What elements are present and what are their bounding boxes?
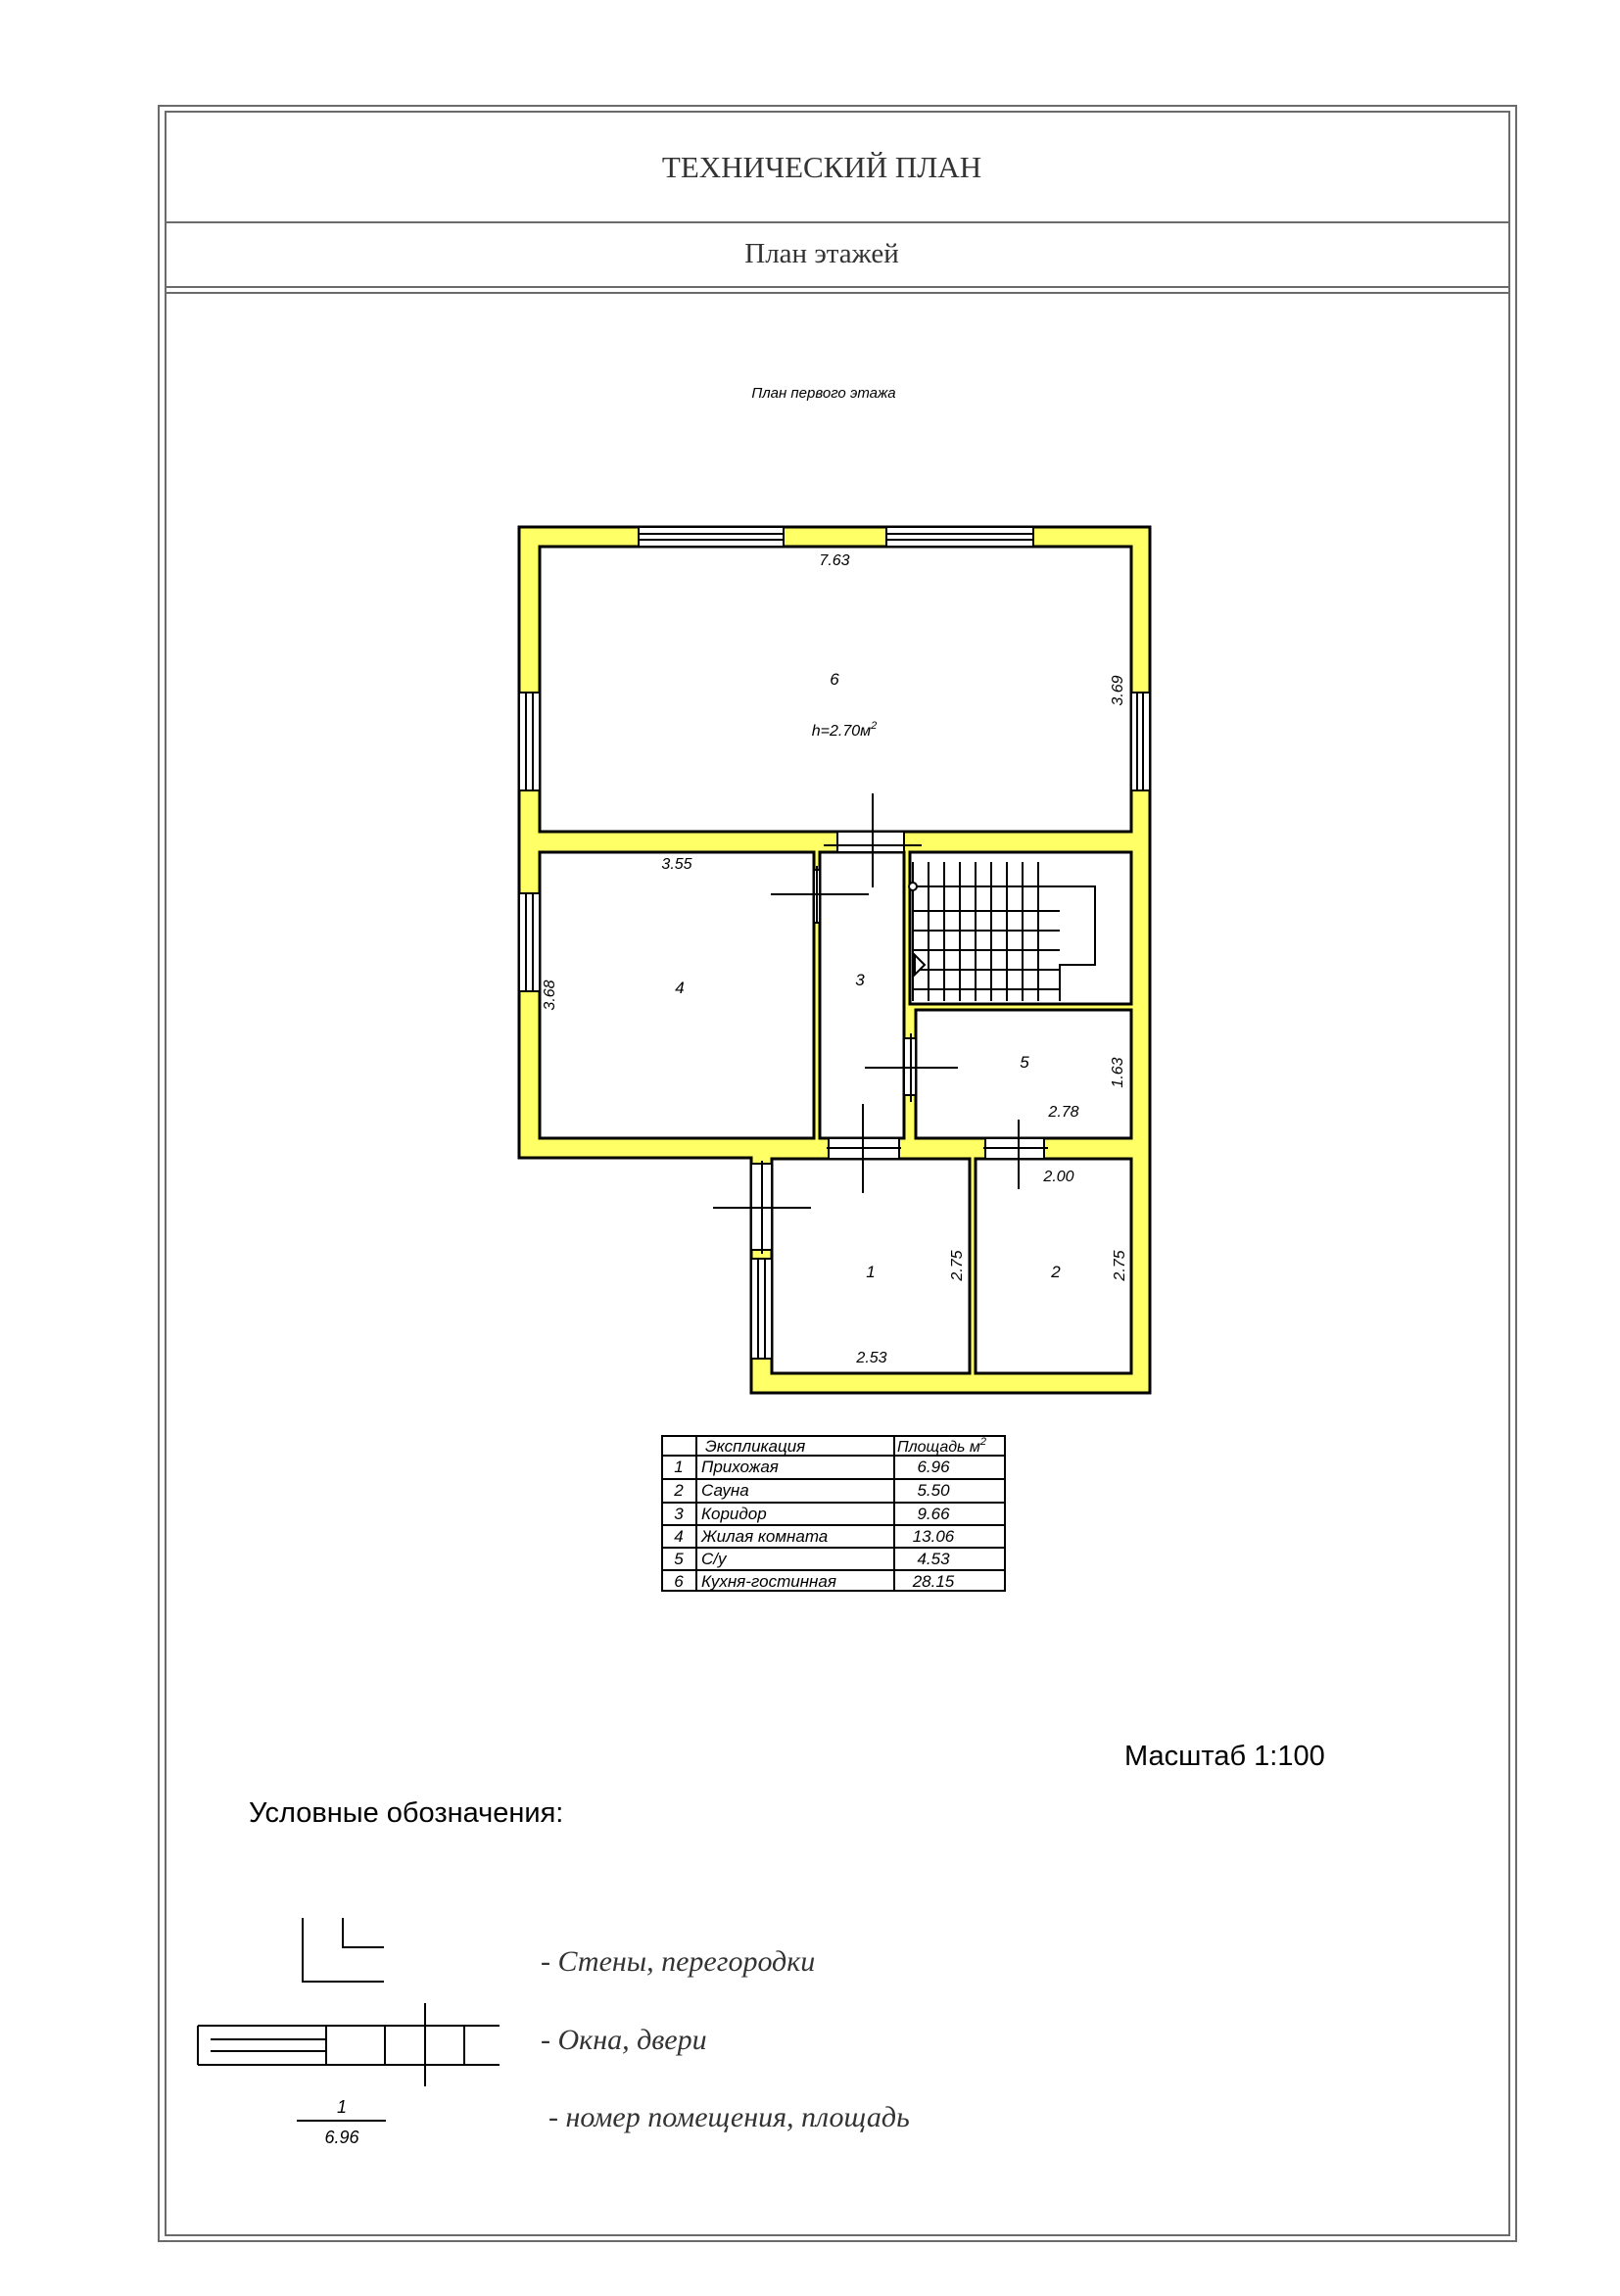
dimension-label: 3.69 [1110, 675, 1126, 706]
legend-title: Условные обозначения: [249, 1797, 564, 1829]
legend-room-symbol [297, 2097, 386, 2147]
legend-room-text: - номер помещения, площадь [548, 2101, 910, 2133]
dimension-label: 2.75 [949, 1250, 966, 1281]
plan-title: План первого этажа [751, 385, 896, 402]
explication-row-area: 4.53 [917, 1550, 950, 1568]
window-top-1 [639, 527, 784, 547]
explication-row-name: Сауна [701, 1481, 749, 1500]
legend-walls-text: - Стены, перегородки [541, 1945, 816, 1978]
ceiling-height: $h=2.70м^2$ [811, 720, 878, 740]
explication-row-num: 6 [674, 1572, 684, 1591]
dimension-label: 3.55 [661, 856, 692, 873]
explication-row-num: 3 [674, 1505, 684, 1523]
room-number: 4 [675, 979, 685, 997]
window-hall [751, 1259, 772, 1359]
dimension-label: 1.63 [1110, 1057, 1126, 1088]
stair-area [910, 852, 1131, 1004]
explication-row-name: Кухня-гостинная [701, 1572, 836, 1591]
dimension-label: 2.00 [1043, 1169, 1074, 1185]
dimension-label: 2.53 [856, 1350, 887, 1366]
explication-row-num: 4 [674, 1527, 684, 1546]
room-number: 5 [1020, 1053, 1029, 1072]
explication-row-name: Прихожая [701, 1458, 779, 1476]
explication-row-area: 9.66 [917, 1505, 950, 1523]
document-subtitle: План этажей [744, 238, 899, 269]
explication-row-area: 28.15 [912, 1572, 955, 1591]
explication-row-num: 1 [674, 1458, 684, 1476]
room-number: 6 [830, 670, 839, 689]
explication-row-name: Жилая комната [701, 1527, 829, 1546]
explication-table [662, 1436, 1005, 1591]
window-right-1 [1131, 693, 1150, 790]
explication-row-name: Коридор [701, 1505, 767, 1523]
explication-header-area: Площадь $м^2$ [897, 1436, 987, 1456]
explication-header-name: Экспликация [705, 1437, 806, 1456]
floor-plan [519, 527, 1150, 1393]
explication-row-num: 2 [674, 1481, 684, 1500]
room-number: 2 [1051, 1263, 1061, 1281]
room-number: 3 [855, 971, 865, 989]
room-5-bathroom [916, 1010, 1131, 1138]
explication-row-area: 13.06 [912, 1527, 955, 1546]
window-left-1 [519, 693, 540, 790]
window-left-2 [519, 893, 540, 991]
scale-label: Масштаб 1:100 [1124, 1741, 1325, 1772]
explication-row-area: 5.50 [917, 1481, 950, 1500]
legend-windows-text: - Окна, двери [541, 2024, 707, 2056]
room-number: 1 [866, 1263, 876, 1281]
room-6-kitchen-living [540, 547, 1131, 832]
dimension-label: 3.68 [542, 980, 558, 1011]
legend-sample-number: 1 [336, 2097, 348, 2117]
dimension-label: 2.75 [1112, 1250, 1128, 1281]
explication-row-name: С/у [701, 1550, 727, 1568]
explication-row-area: 6.96 [917, 1458, 950, 1476]
explication-row-num: 5 [674, 1550, 684, 1568]
legend-sample-area: 6.96 [324, 2128, 359, 2147]
dimension-label: 2.78 [1048, 1104, 1079, 1121]
document-title: ТЕХНИЧЕСКИЙ ПЛАН [661, 150, 982, 184]
legend-windows-symbol [198, 2003, 500, 2086]
legend-walls-symbol [303, 1918, 384, 1982]
window-top-2 [886, 527, 1033, 547]
door-6-3 [837, 832, 904, 852]
dimension-label: 7.63 [819, 552, 850, 569]
